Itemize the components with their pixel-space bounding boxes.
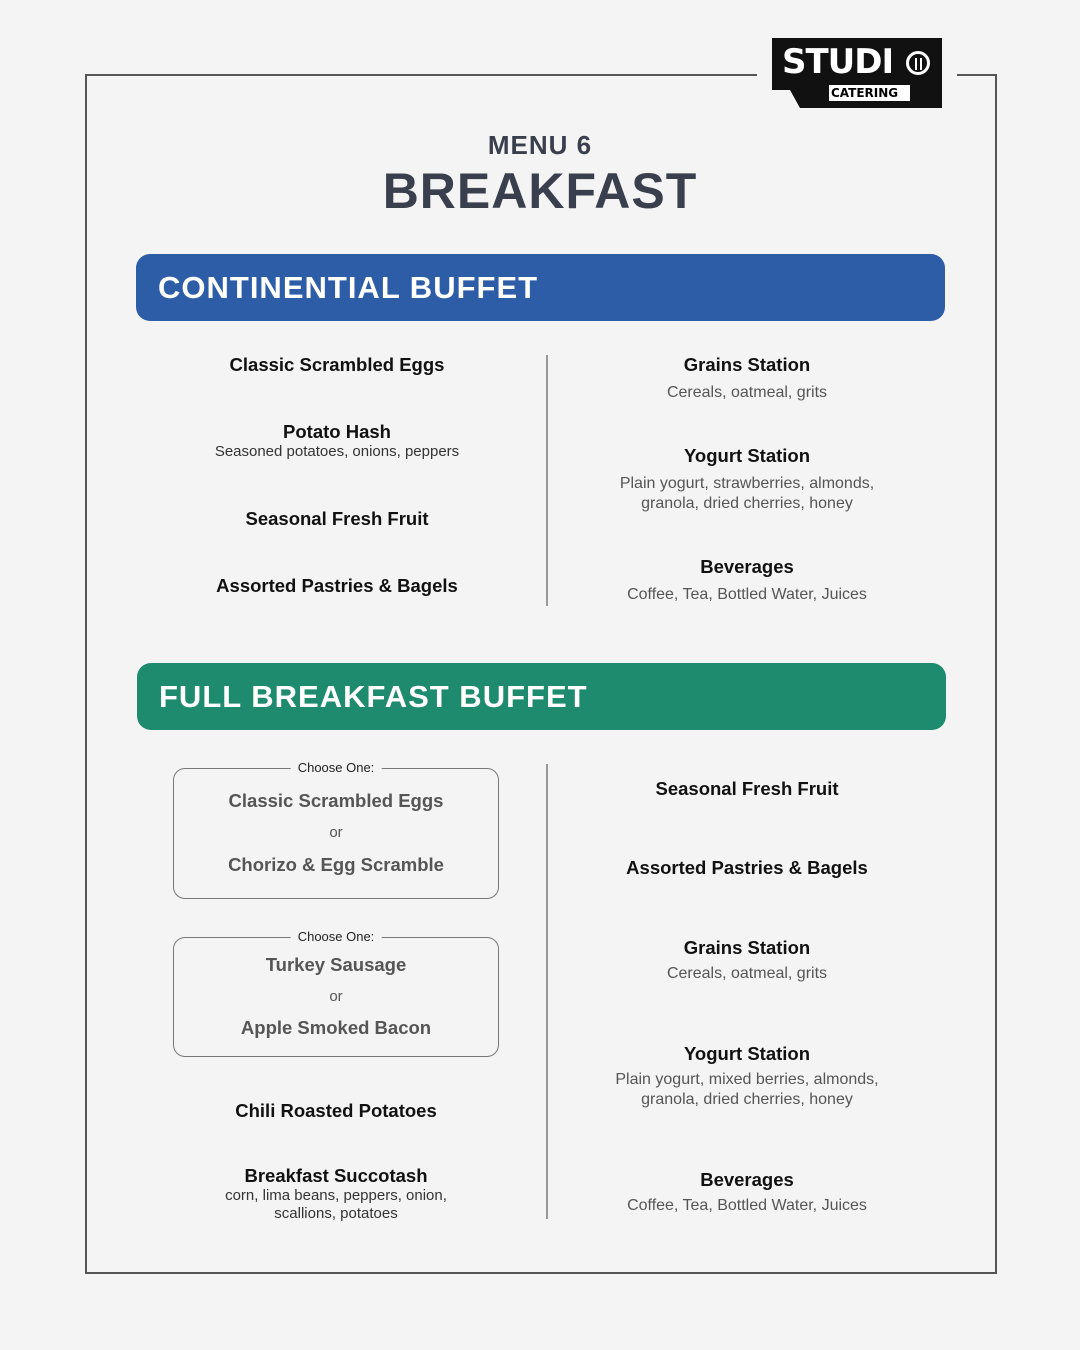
item-name: Beverages xyxy=(700,556,794,577)
menu-item xyxy=(136,1100,536,1122)
item-name: Assorted Pastries & Bagels xyxy=(626,857,868,878)
item-name: Yogurt Station xyxy=(683,445,811,466)
menu-title: BREAKFAST xyxy=(382,163,698,219)
item-name: Beverages xyxy=(700,1169,794,1190)
logo-sub-text: CATERING xyxy=(831,86,899,100)
item-description: corn, lima beans, peppers, onion, xyxy=(225,1187,447,1204)
full-breakfast-banner: FULL BREAKFAST BUFFET xyxy=(137,663,946,730)
choice-option: Turkey Sausage xyxy=(265,954,407,975)
item-name: Grains Station xyxy=(683,937,811,958)
menu-item xyxy=(547,778,947,800)
menu-item xyxy=(137,575,537,597)
studio-catering-logo xyxy=(772,38,942,108)
item-name: Grains Station xyxy=(683,354,811,375)
item-description: Cereals, oatmeal, grits xyxy=(666,965,828,982)
menu-item xyxy=(547,445,947,514)
item-description: granola, dried cherries, honey xyxy=(641,495,853,512)
item-name: Chili Roasted Potatoes xyxy=(235,1100,437,1121)
choice-or: or xyxy=(329,988,343,1005)
choose-one-label: Choose One: xyxy=(291,929,382,945)
item-name: Seasonal Fresh Fruit xyxy=(245,508,429,529)
menu-item xyxy=(547,1169,947,1216)
choose-one-box-eggs xyxy=(173,760,499,899)
choose-one-box-meat xyxy=(173,929,499,1057)
continental-banner: CONTINENTIAL BUFFET xyxy=(136,254,945,321)
item-description: Plain yogurt, mixed berries, almonds, xyxy=(615,1071,879,1088)
item-description: Seasoned potatoes, onions, peppers xyxy=(214,443,460,460)
logo-brand-text: STUDI xyxy=(782,42,894,82)
choose-one-label: Choose One: xyxy=(291,760,382,776)
choice-option: Chorizo & Egg Scramble xyxy=(228,854,444,875)
item-name: Classic Scrambled Eggs xyxy=(229,354,445,375)
menu-item xyxy=(547,857,947,879)
full-breakfast-divider xyxy=(546,764,548,1219)
item-name: Breakfast Succotash xyxy=(244,1165,428,1186)
menu-item xyxy=(547,937,947,984)
menu-number: MENU 6 xyxy=(487,130,593,160)
choice-or: or xyxy=(329,824,343,841)
menu-item xyxy=(137,354,537,376)
item-name: Yogurt Station xyxy=(683,1043,811,1064)
item-description: Coffee, Tea, Bottled Water, Juices xyxy=(627,586,867,603)
choice-option: Classic Scrambled Eggs xyxy=(228,790,444,811)
menu-item xyxy=(137,508,537,530)
menu-item xyxy=(136,1165,536,1223)
menu-item xyxy=(137,421,537,461)
choice-option: Apple Smoked Bacon xyxy=(240,1017,432,1038)
fork-knife-icon xyxy=(906,51,930,75)
item-name: Assorted Pastries & Bagels xyxy=(216,575,458,596)
item-description: granola, dried cherries, honey xyxy=(641,1091,853,1108)
menu-item xyxy=(547,556,947,605)
menu-item xyxy=(547,354,947,403)
menu-item xyxy=(547,1043,947,1110)
item-name: Seasonal Fresh Fruit xyxy=(655,778,839,799)
item-description: Cereals, oatmeal, grits xyxy=(666,384,828,401)
item-description: Coffee, Tea, Bottled Water, Juices xyxy=(627,1197,867,1214)
item-name: Potato Hash xyxy=(283,421,391,442)
item-description: Plain yogurt, strawberries, almonds, xyxy=(619,475,875,492)
item-description: scallions, potatoes xyxy=(274,1205,398,1222)
